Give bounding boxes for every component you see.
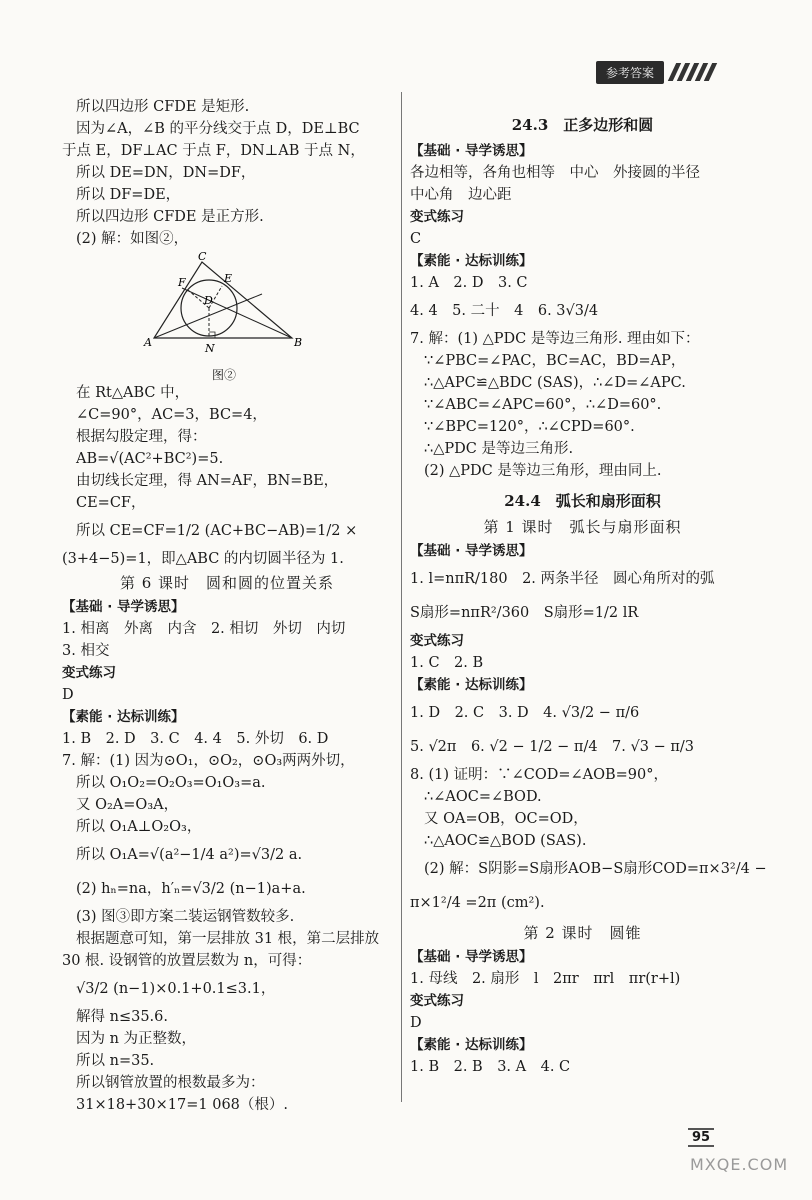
left-line: 所以四边形 CFDE 是正方形.	[76, 209, 264, 225]
left-column	[62, 96, 392, 1116]
right-line: ∴△PDC 是等边三角形.	[424, 441, 574, 457]
figure-2	[62, 252, 392, 380]
right-line: 【基础 · 导学诱思】	[410, 949, 533, 965]
right-line: 【基础 · 导学诱思】	[410, 543, 533, 559]
left2-line: 所以 n=35.	[76, 1053, 155, 1069]
right-column	[410, 106, 767, 1078]
left2-line: 所以 O₁A=√(a²−1/4 a²)=√3/2 a.	[76, 847, 303, 863]
left2-line: 根据勾股定理，得：	[76, 429, 207, 445]
right-line: ∵∠BPC=120°，∴∠CPD=60°.	[424, 419, 635, 435]
left2-line: 变式练习	[62, 665, 116, 681]
right-line: (2) 解：S阴影=S扇形AOB−S扇形COD=π×3²/4 −	[424, 861, 767, 877]
left2-line: CE=CF，	[76, 495, 146, 511]
left2-line: D	[62, 687, 74, 703]
left2-line: 3. 相交	[62, 643, 110, 659]
right-line: 5. √2π 6. √2 − 1/2 − π/4 7. √3 − π/3	[410, 739, 694, 755]
label-d: D	[204, 294, 213, 307]
right-line: 第 1 课时 弧长与扇形面积	[483, 518, 682, 536]
section-tag-label: 参考答案	[596, 61, 664, 84]
right-line: 中心角 边心距	[410, 187, 512, 203]
right-line: D	[410, 1015, 422, 1031]
left2-line: 1. 相离 外离 内含 2. 相切 外切 内切	[62, 621, 346, 637]
label-n: N	[205, 342, 215, 355]
right-line: ∵∠PBC=∠PAC，BC=AC，BD=AP，	[424, 353, 686, 369]
right-line: 1. l=nπR/180 2. 两条半径 圆心角所对的弧	[410, 571, 715, 587]
label-f: F	[178, 276, 186, 289]
right-line: ∴△AOC≌△BOD (SAS).	[424, 833, 587, 849]
right-line: ∴△APC≌△BDC (SAS)，∴∠D=∠APC.	[424, 375, 686, 391]
left2-line: 根据题意可知，第一层排放 31 根，第二层排放	[76, 931, 380, 947]
left2-line: 第 6 课时 圆和圆的位置关系	[119, 574, 335, 592]
right-line: C	[410, 231, 422, 247]
right-line: 又 OA=OB，OC=OD，	[424, 811, 588, 827]
right-line: π×1²/4 =2π (cm²).	[410, 895, 545, 911]
left2-line: (2) hₙ=na，h′ₙ=√3/2 (n−1)a+a.	[76, 881, 306, 897]
right-line: 8. (1) 证明：∵∠COD=∠AOB=90°，	[410, 767, 669, 783]
right-line: 24.3 正多边形和圆	[511, 116, 654, 134]
left-line: 所以四边形 CFDE 是矩形.	[76, 99, 250, 115]
left2-line: 30 根. 设钢管的放置层数为 n，可得：	[62, 953, 312, 969]
left-line: 于点 E，DF⊥AC 于点 F，DN⊥AB 于点 N，	[62, 143, 365, 159]
right-line: S扇形=nπR²/360 S扇形=1/2 lR	[410, 605, 639, 621]
left2-line: 所以 CE=CF=1/2 (AC+BC−AB)=1/2 ×	[76, 523, 358, 539]
right-line: 【基础 · 导学诱思】	[410, 143, 533, 159]
label-b: B	[294, 336, 303, 349]
left2-line: 7. 解：(1) 因为⊙O₁，⊙O₂，⊙O₃两两外切，	[62, 753, 355, 769]
right-line: 【素能 · 达标训练】	[410, 253, 533, 269]
label-a: A	[144, 336, 152, 349]
left2-line: 所以 O₁O₂=O₂O₃=O₁O₃=a.	[76, 775, 266, 791]
left2-line: 所以 O₁A⊥O₂O₃，	[76, 819, 202, 835]
left2-line: (3) 图③即方案二装运钢管数较多.	[76, 909, 295, 925]
left2-line: 因为 n 为正整数，	[76, 1031, 197, 1047]
right-text-block	[410, 114, 767, 1078]
left2-line: 所以钢管放置的根数最多为：	[76, 1075, 265, 1091]
right-line: 1. A 2. D 3. C	[410, 275, 528, 291]
triangle-incircle-diagram	[142, 252, 322, 364]
left-line: 因为∠A，∠B 的平分线交于点 D，DE⊥BC	[76, 121, 360, 137]
right-line: 【素能 · 达标训练】	[410, 677, 533, 693]
right-line: ∴∠AOC=∠BOD.	[424, 789, 542, 805]
right-line: (2) △PDC 是等边三角形，理由同上.	[424, 463, 662, 479]
section-tag	[596, 60, 736, 84]
right-line: 各边相等，各角也相等 中心 外接圆的半径	[410, 165, 700, 181]
decorative-stripes	[672, 63, 713, 81]
page-number: 95	[688, 1128, 714, 1147]
left2-line: 又 O₂A=O₃A，	[76, 797, 179, 813]
right-line: 变式练习	[410, 209, 464, 225]
left2-line: 解得 n≤35.6.	[76, 1009, 168, 1025]
left2-line: 31×18+30×17=1 068（根）.	[76, 1097, 289, 1113]
label-c: C	[198, 252, 207, 263]
column-divider	[401, 92, 402, 1102]
left2-line: 【素能 · 达标训练】	[62, 709, 185, 725]
right-line: 4. 4 5. 二十 4 6. 3√3/4	[410, 303, 599, 319]
right-line: 第 2 课时 圆锥	[523, 924, 642, 942]
right-line: 【素能 · 达标训练】	[410, 1037, 533, 1053]
right-line: 1. D 2. C 3. D 4. √3/2 − π/6	[410, 705, 640, 721]
watermark: MXQE.COM	[690, 1155, 789, 1174]
left-text-block-bottom	[62, 382, 392, 1116]
right-line: 7. 解：(1) △PDC 是等边三角形. 理由如下：	[410, 331, 700, 347]
left2-line: 1. B 2. D 3. C 4. 4 5. 外切 6. D	[62, 731, 329, 747]
left2-line: √3/2 (n−1)×0.1+0.1≤3.1，	[76, 981, 276, 997]
left2-line: (3+4−5)=1，即△ABC 的内切圆半径为 1.	[62, 551, 344, 567]
right-line: 1. 母线 2. 扇形 l 2πr πrl πr(r+l)	[410, 971, 681, 987]
figure-caption: 图②	[212, 368, 237, 382]
right-line: 24.4 弧长和扇形面积	[504, 492, 661, 510]
right-line: 1. C 2. B	[410, 655, 484, 671]
left2-line: 【基础 · 导学诱思】	[62, 599, 185, 615]
label-e: E	[224, 272, 233, 285]
left-line: 所以 DE=DN，DN=DF，	[76, 165, 256, 181]
left-line: 所以 DF=DE，	[76, 187, 181, 203]
left2-line: ∠C=90°，AC=3，BC=4，	[76, 407, 267, 423]
right-line: 变式练习	[410, 633, 464, 649]
right-line: ∵∠ABC=∠APC=60°，∴∠D=60°.	[424, 397, 662, 413]
left2-line: AB=√(AC²+BC²)=5.	[76, 451, 224, 467]
left2-line: 在 Rt△ABC 中，	[76, 385, 190, 401]
left-text-block-top	[62, 96, 392, 250]
right-line: 变式练习	[410, 993, 464, 1009]
left2-line: 由切线长定理，得 AN=AF，BN=BE，	[76, 473, 339, 489]
left-line: (2) 解：如图②，	[76, 231, 189, 247]
right-line: 1. B 2. B 3. A 4. C	[410, 1059, 571, 1075]
